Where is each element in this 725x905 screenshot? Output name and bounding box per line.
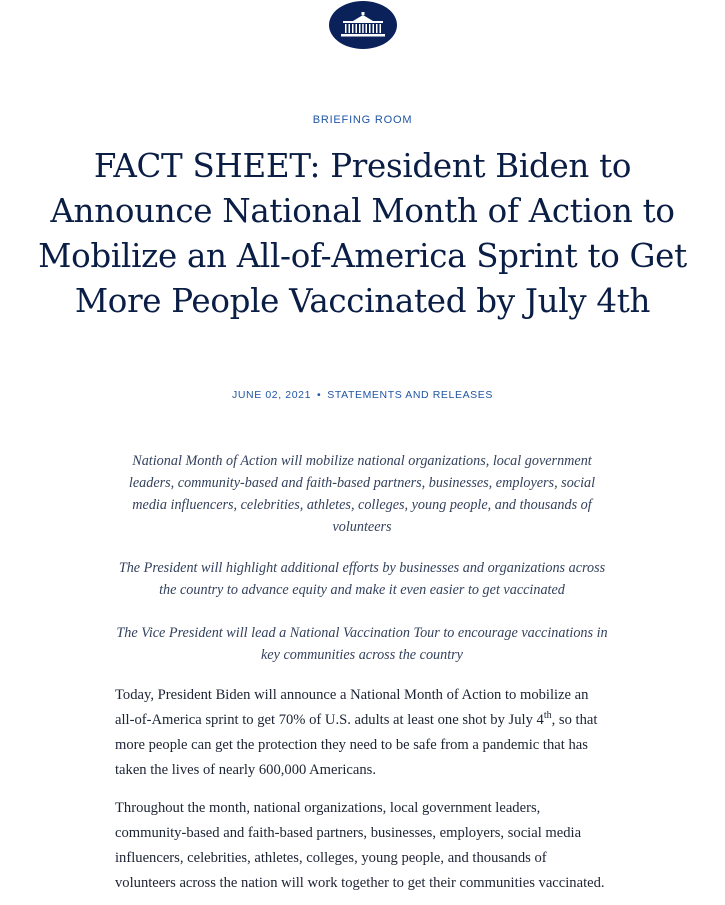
white-house-logo-link[interactable] — [329, 1, 397, 49]
summary-paragraph: The Vice President will lead a National Vaccination Tour to encourage vaccinations in key communities across the country — [116, 625, 608, 663]
ordinal-suffix: th — [543, 710, 552, 722]
category-link[interactable]: BRIEFING ROOM — [312, 114, 413, 126]
summary-paragraph: The President will highlight additional efforts by businesses and organizations across the country to advance equity and make it even easier to get vaccinated — [118, 560, 606, 598]
body-paragraph: Throughout the month, national organizations, local government leaders, community-based and faith-based partners, businesses, employers, social media influencers, celebrities, athletes, colleges, young people, and thousands of volunteers across the nation will work together to get their communities vaccinated. — [115, 800, 605, 891]
page-title: FACT SHEET: President Biden to Announce National Month of Action to Mobilize an All-of-America Sprint to Get More People Vaccinated by July 4th — [38, 147, 687, 320]
section-link[interactable]: STATEMENTS AND RELEASES — [327, 389, 493, 401]
meta-separator: • — [317, 389, 322, 401]
header — [0, 1, 725, 49]
post-date: JUNE 02, 2021 — [232, 389, 312, 401]
white-house-seal-icon — [339, 10, 387, 40]
post-meta — [0, 389, 725, 401]
body-paragraph — [115, 683, 610, 783]
body-text: Today, President Biden will announce a National Month of Action to mobilize an all-of-America sprint to get 70% of U.S. adults at least one shot by July 4 — [115, 687, 589, 728]
body-text: , so that more people can get the protection they need to be safe from a pandemic that has taken the lives of nearly 600,000 Americans. — [115, 712, 598, 778]
summary-paragraph: National Month of Action will mobilize national organizations, local government leaders, community-based and faith-based partners, businesses, employers, social media influencers, celebrities, athletes, colleges, young people, and thousands of volunteers — [128, 453, 596, 535]
